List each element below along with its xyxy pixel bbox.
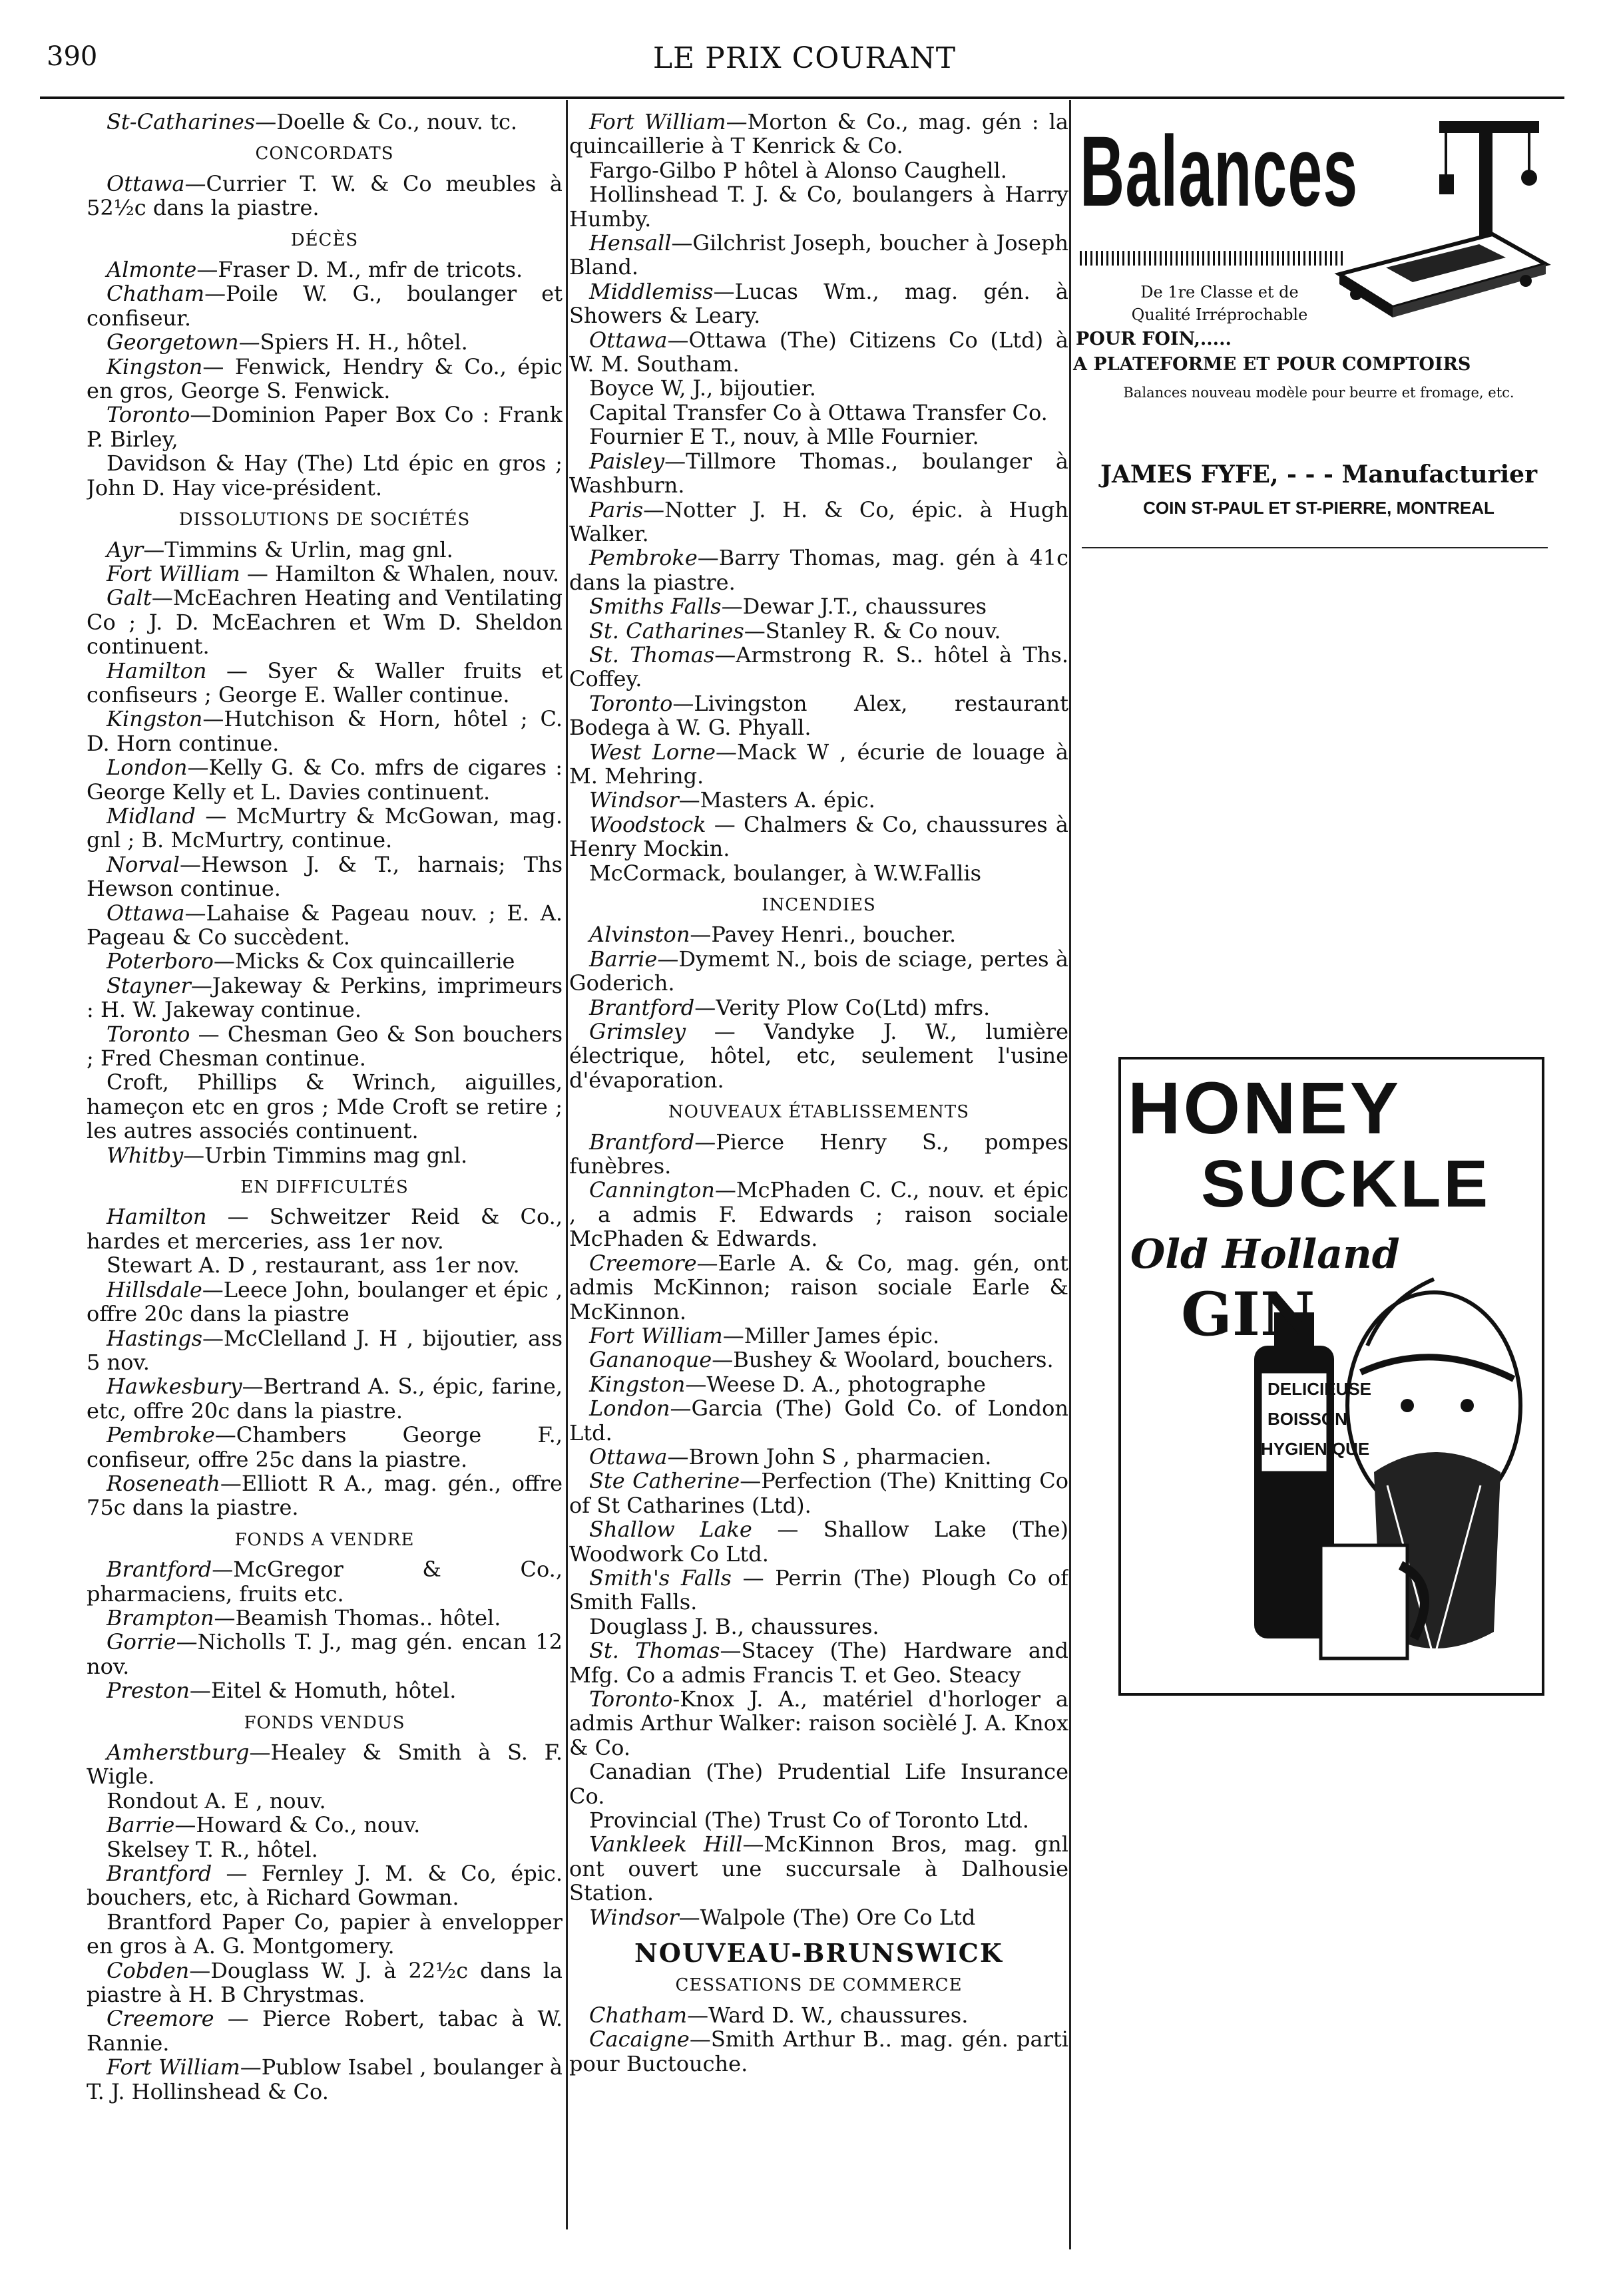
balances-brand: Balances: [1080, 115, 1359, 227]
entry-place: Fort William: [589, 1322, 723, 1348]
entry-text: —Barry Thomas, mag. gén à 41c dans la piastre.: [569, 545, 1068, 595]
page-title: LE PRIX COURANT: [652, 41, 957, 75]
entry-place: Toronto: [589, 1686, 673, 1712]
notice-entry: [569, 182, 1068, 231]
notice-entry: [87, 538, 563, 562]
entry-text: — Fenwick, Hendry & Co., épic en gros, George S. Fenwick.: [87, 353, 563, 404]
notice-entry: [569, 2003, 1068, 2027]
notice-entry: [569, 1615, 1068, 1638]
entry-text: —Gilchrist Joseph, boucher à Joseph Bland.: [569, 230, 1068, 280]
entry-place: Cacaigne: [589, 2026, 690, 2052]
entry-text: —Lucas Wm., mag. gén. à Showers & Leary.: [569, 278, 1068, 329]
notice-entry: [569, 1517, 1068, 1566]
entry-place: Whitby: [107, 1142, 184, 1168]
entry-text: —Masters A. épic.: [678, 787, 875, 813]
entry-text: —Elliott R A., mag. gén., offre 75c dans la piastre.: [87, 1470, 563, 1521]
decorative-ticks: [1080, 251, 1346, 266]
column-rule-left: [566, 100, 568, 2229]
notice-entry: [569, 449, 1068, 498]
notice-entry: [87, 562, 563, 586]
entry-text: —Bertrand A. S., épic, farine, etc, offre 20c dans la piastre.: [87, 1374, 563, 1424]
entry-place: Alvinston: [589, 922, 690, 948]
header-rule: [40, 96, 1564, 99]
entry-place: Fort William: [589, 110, 726, 134]
notice-entry: [569, 1445, 1068, 1469]
entry-place: Chatham: [589, 2002, 688, 2028]
entry-place: Vankleek Hill: [589, 1831, 743, 1857]
notice-entry: [87, 1606, 563, 1630]
notice-entry: [87, 1253, 563, 1277]
entry-place: Brantford: [589, 1129, 695, 1155]
entry-text: Fournier E T., nouv, à Mlle Fournier.: [589, 424, 979, 450]
entry-text: —Garcia (The) Gold Co. of London Ltd.: [569, 1396, 1068, 1445]
entry-place: Roseneath: [107, 1470, 220, 1496]
quality-line-2: Qualité Irréprochable: [1131, 305, 1308, 324]
section-heading: CONCORDATS: [255, 144, 394, 164]
notice-entry: [87, 451, 563, 500]
region-heading: NOUVEAU-BRUNSWICK: [634, 1938, 1003, 1969]
honey-line-1: HONEY: [1128, 1067, 1402, 1149]
entry-place: Windsor: [589, 1904, 679, 1930]
notice-entry: [569, 861, 1068, 885]
notice-entry: [569, 643, 1068, 691]
entry-text: Capital Transfer Co à Ottawa Transfer Co.: [589, 399, 1048, 425]
advertisement-rule: [1082, 547, 1548, 548]
notice-entry: [569, 158, 1068, 182]
entry-text: — Fernley J. M. & Co, épic. bouchers, etc, à Richard Gowman.: [87, 1861, 563, 1911]
notice-entry: [569, 1687, 1068, 1760]
entry-text: Skelsey T. R., hôtel.: [107, 1836, 318, 1862]
entry-text: —Timmins & Urlin, mag gnl.: [143, 536, 453, 562]
entry-place: Kingston: [589, 1371, 686, 1397]
entry-text: — Chesman Geo & Son bouchers ; Fred Chesman continue.: [87, 1021, 563, 1071]
notice-entry: [87, 110, 563, 134]
entry-text: —McClelland J. H , bijoutier, ass 5 nov.: [87, 1325, 563, 1375]
entry-place: Brantford: [107, 1557, 212, 1583]
notice-entry: [87, 1837, 563, 1861]
entry-place: Ottawa: [589, 327, 668, 353]
entry-place: Fort William: [107, 560, 240, 586]
entry-place: Hamilton: [107, 1204, 207, 1230]
entry-text: — Perrin (The) Plough Co of Smith Falls.: [569, 1565, 1068, 1615]
notice-entry: [569, 740, 1068, 789]
entry-text: —Doelle & Co., nouv. tc.: [255, 110, 518, 134]
notice-entry: [87, 1070, 563, 1143]
entry-place: Cobden: [107, 1957, 190, 1983]
notice-entry: [569, 1324, 1068, 1348]
notice-entry: [87, 1022, 563, 1071]
entry-place: Kingston: [107, 353, 203, 379]
entry-place: London: [107, 755, 188, 781]
entry-place: Smith's Falls: [589, 1565, 732, 1591]
entry-place: Windsor: [589, 787, 679, 813]
entry-text: —Stanley R. & Co nouv.: [744, 618, 1001, 644]
notice-entry: [87, 2055, 563, 2104]
notice-entry: [569, 1760, 1068, 1808]
entry-place: Hastings: [107, 1325, 203, 1351]
section-heading: FONDS A VENDRE: [234, 1529, 415, 1550]
entry-place: Hawkesbury: [107, 1374, 242, 1400]
entry-place: Smiths Falls: [589, 594, 722, 620]
notice-entry: [569, 996, 1068, 1020]
entry-place: Almonte: [107, 257, 197, 283]
entry-place: St-Catharines: [107, 110, 256, 134]
entry-text: —Armstrong R. S.. hôtel à Ths. Coffey.: [569, 642, 1068, 692]
honey-suckle-advertisement: [1118, 1057, 1544, 1696]
notice-entry: [87, 659, 563, 707]
honey-label-2: BOISSON: [1267, 1409, 1347, 1429]
balances-quality: [1086, 281, 1353, 326]
page-header: [0, 41, 1609, 81]
entry-place: London: [589, 1396, 670, 1422]
entry-place: Hamilton: [107, 658, 207, 683]
entry-place: Hillsdale: [107, 1276, 202, 1302]
honey-line-3: Old Holland: [1130, 1231, 1400, 1278]
quality-line-1: De 1re Classe et de: [1140, 283, 1299, 301]
section-heading: EN DIFFICULTÉS: [240, 1177, 409, 1198]
entry-text: Rondout A. E , nouv.: [107, 1788, 326, 1814]
notice-entry: [569, 1178, 1068, 1250]
notice-entry: [569, 1372, 1068, 1396]
notice-entry: [87, 949, 563, 973]
entry-text: McCormack, boulanger, à W.W.Fallis: [589, 860, 982, 886]
notice-entry: [569, 1638, 1068, 1687]
notice-entry: [569, 922, 1068, 946]
entry-text: —Hutchison & Horn, hôtel ; C. D. Horn continue.: [87, 706, 563, 756]
entry-place: Grimsley: [589, 1019, 686, 1045]
entry-text: —Ward D. W., chaussures.: [687, 2002, 969, 2028]
entry-text: —Lahaise & Pageau nouv. ; E. A. Pageau & Co succèdent.: [87, 900, 563, 950]
entry-place: Toronto: [107, 1021, 190, 1047]
entry-place: Kingston: [107, 706, 203, 732]
notice-entry: [87, 403, 563, 451]
entry-text: —Urbin Timmins mag gnl.: [183, 1142, 468, 1168]
section-heading: INCENDIES: [762, 895, 876, 915]
notice-entry: [569, 1808, 1068, 1832]
notice-entry: [87, 707, 563, 755]
notice-entry: [569, 1832, 1068, 1905]
notice-entry: [569, 1396, 1068, 1445]
entry-text: —Leece John, boulanger et épic , offre 20c dans la piastre: [87, 1276, 563, 1327]
entry-text: — Schweitzer Reid & Co., hardes et merceries, ass 1er nov.: [87, 1204, 563, 1254]
entry-text: Douglass J. B., chaussures.: [589, 1613, 879, 1639]
notice-entry: [87, 1557, 563, 1606]
entry-text: —Smith Arthur B.. mag. gén. parti pour Buctouche.: [569, 2026, 1068, 2076]
notice-entry: [569, 376, 1068, 400]
notice-entry: [87, 1813, 563, 1837]
entry-text: Davidson & Hay (The) Ltd épic en gros ; John D. Hay vice-président.: [87, 451, 563, 500]
entry-place: Cannington: [589, 1177, 715, 1203]
entry-text: —Weese D. A., photographe: [685, 1371, 986, 1397]
notice-entry: [87, 282, 563, 330]
platform-scale-illustration: [1326, 114, 1559, 321]
entry-place: Ottawa: [107, 170, 185, 196]
entry-text: —Dominion Paper Box Co : Frank P. Birley,: [87, 402, 563, 452]
notice-entry: [569, 2027, 1068, 2076]
notice-entry: [87, 586, 563, 658]
entry-text: —Tillmore Thomas., boulanger à Washburn.: [569, 448, 1068, 498]
entry-text: Brantford Paper Co, papier à envelopper en gros à A. G. Montgomery.: [87, 1909, 563, 1959]
entry-text: —Fraser D. M., mfr de tricots.: [196, 257, 523, 283]
entry-text: —Kelly G. & Co. mfrs de cigares : George Kelly et L. Davies continuent.: [87, 755, 563, 805]
entry-place: Paris: [589, 496, 644, 522]
entry-place: Gananoque: [589, 1347, 712, 1373]
notice-entry: [87, 1326, 563, 1375]
entry-place: Midland: [107, 803, 196, 829]
balances-address: COIN ST-PAUL ET ST-PIERRE, MONTREAL: [1143, 498, 1494, 518]
entry-text: —Morton & Co., mag. gén : la quincaillerie à T Kenrick & Co.: [569, 110, 1068, 159]
entry-text: Canadian (The) Prudential Life Insurance Co.: [569, 1759, 1068, 1809]
entry-place: Pembroke: [107, 1422, 215, 1448]
notice-entry: [87, 1740, 563, 1789]
notice-entry: [569, 1469, 1068, 1517]
column-2: [569, 110, 1068, 2253]
entry-text: —Chambers George F., confiseur, offre 25c dans la piastre.: [87, 1422, 563, 1472]
notice-entry: [569, 498, 1068, 546]
entry-place: Fort William: [107, 2054, 240, 2080]
notice-entry: [569, 1905, 1068, 1929]
entry-text: —Poile W. G., boulanger et confiseur.: [87, 281, 563, 331]
notice-entry: [87, 1423, 563, 1471]
section-heading: FONDS VENDUS: [244, 1712, 405, 1733]
notice-entry: [87, 1374, 563, 1423]
notice-entry: [87, 1910, 563, 1959]
entry-place: St. Catharines: [589, 618, 744, 644]
entry-place: Ottawa: [107, 900, 185, 926]
entry-text: —McKinnon Bros, mag. gnl ont ouvert une succursale à Dalhousie Station.: [569, 1831, 1068, 1906]
entry-place: Creemore: [589, 1250, 697, 1276]
entry-text: —McPhaden C. C., nouv. et épic , a admis F. Edwards ; raison sociale McPhaden & Edwards.: [569, 1177, 1068, 1252]
entry-place: Brampton: [107, 1605, 214, 1630]
balances-maker: JAMES FYFE, - - - Manufacturier: [1100, 461, 1538, 488]
entry-text: —Dymemt N., bois de sciage, pertes à Goderich.: [569, 946, 1068, 996]
notice-entry: [569, 594, 1068, 618]
entry-text: Croft, Phillips & Wrinch, aiguilles, hameçon etc en gros ; Mde Croft se retire ; les autres associés continuent.: [87, 1069, 563, 1144]
entry-place: Paisley: [589, 448, 665, 474]
notice-entry: [87, 2007, 563, 2055]
entry-text: —Jakeway & Perkins, imprimeurs : H. W. Jakeway continue.: [87, 972, 563, 1023]
entry-text: — Pierce Robert, tabac à W. Rannie.: [87, 2006, 563, 2056]
entry-text: —Notter J. H. & Co, épic. à Hugh Walker.: [569, 496, 1068, 546]
section-heading: NOUVEAUX ÉTABLISSEMENTS: [668, 1102, 970, 1123]
notice-entry: [87, 1143, 563, 1167]
entry-place: Ayr: [107, 536, 144, 562]
notice-entry: [569, 401, 1068, 425]
entry-place: Brantford: [589, 994, 695, 1020]
notice-entry: [569, 328, 1068, 377]
entry-text: —Nicholls T. J., mag gén. encan 12 nov.: [87, 1629, 563, 1679]
notice-entry: [87, 1789, 563, 1813]
notice-entry: [87, 1630, 563, 1678]
notice-entry: [569, 1348, 1068, 1372]
entry-place: Gorrie: [107, 1629, 176, 1655]
balances-small-print: Balances nouveau modèle pour beurre et fromage, etc.: [1123, 385, 1514, 401]
notice-entry: [87, 1278, 563, 1326]
entry-text: —Ottawa (The) Citizens Co (Ltd) à W. M. Southam.: [569, 327, 1068, 377]
entry-place: Creemore: [107, 2006, 214, 2032]
entry-text: -Knox J. A., matériel d'horloger a admis Arthur Walker: raison socièlé J. A. Knox & Co.: [569, 1686, 1068, 1760]
entry-text: —Pavey Henri., boucher.: [690, 922, 957, 948]
honey-label-1: DELICIEUSE: [1267, 1379, 1372, 1399]
notice-entry: [569, 813, 1068, 861]
notice-entry: [87, 355, 563, 403]
notice-entry: [569, 1130, 1068, 1179]
notice-entry: [569, 231, 1068, 280]
entry-place: St. Thomas: [589, 1638, 720, 1664]
entry-place: Toronto: [107, 402, 190, 428]
entry-place: Preston: [107, 1678, 190, 1704]
entry-text: —Walpole (The) Ore Co Ltd: [678, 1904, 976, 1930]
entry-text: —Perfection (The) Knitting Co of St Catharines (Ltd).: [569, 1468, 1068, 1518]
entry-text: —Livingston Alex, restaurant Bodega à W. G. Phyall.: [569, 690, 1068, 741]
entry-text: Hollinshead T. J. & Co, boulangers à Harry Humby.: [569, 182, 1068, 232]
entry-text: —McGregor & Co., pharmaciens, fruits etc.: [87, 1557, 563, 1607]
entry-place: Brantford: [107, 1861, 212, 1887]
entry-text: Boyce W, J., bijoutier.: [589, 375, 816, 401]
entry-text: —Beamish Thomas.. hôtel.: [214, 1605, 501, 1630]
entry-place: Poterboro: [107, 948, 214, 974]
entry-place: Shallow Lake: [589, 1517, 752, 1543]
entry-place: Pembroke: [589, 545, 698, 571]
entry-text: —Currier T. W. & Co meubles à 52½c dans la piastre.: [87, 170, 563, 221]
honey-label-3: HYGIENIQUE: [1261, 1439, 1370, 1459]
entry-text: — Shallow Lake (The) Woodwork Co Ltd.: [569, 1517, 1068, 1567]
notice-entry: [569, 1020, 1068, 1092]
notice-entry: [87, 853, 563, 901]
entry-place: Ste Catherine: [589, 1468, 740, 1494]
notice-entry: [87, 1205, 563, 1253]
entry-text: —Spiers H. H., hôtel.: [238, 329, 468, 355]
entry-text: —Brown John S , pharmacien.: [667, 1443, 992, 1469]
honey-line-4: GIN: [1181, 1279, 1315, 1350]
entry-text: —Hewson J. & T., harnais; Ths Hewson continue.: [87, 851, 563, 902]
entry-place: Barrie: [107, 1812, 175, 1838]
notice-entry: [569, 425, 1068, 449]
notice-entry: [569, 546, 1068, 594]
entry-place: Toronto: [589, 690, 673, 716]
balances-advertisement: [1073, 114, 1564, 594]
notice-entry: [87, 258, 563, 282]
entry-text: Fargo-Gilbo P hôtel à Alonso Caughell.: [589, 157, 1007, 183]
notice-entry: [569, 619, 1068, 643]
entry-place: Galt: [107, 585, 152, 611]
entry-place: Ottawa: [589, 1443, 668, 1469]
notice-entry: [87, 1678, 563, 1702]
honey-line-2: SUCKLE: [1201, 1147, 1491, 1221]
entry-text: —Earle A. & Co, mag. gén, ont admis McKinnon; raison sociale Earle & McKinnon.: [569, 1250, 1068, 1324]
notice-entry: [569, 691, 1068, 740]
balances-platform-line: A PLATEFORME ET POUR COMPTOIRS: [1073, 354, 1471, 375]
notice-entry: [569, 280, 1068, 328]
entry-text: —Mack W , écurie de louage à M. Mehring.: [569, 739, 1068, 789]
entry-text: —Healey & Smith à S. F. Wigle.: [87, 1740, 563, 1790]
entry-text: —Douglass W. J. à 22½c dans la piastre à H. B Chrystmas.: [87, 1957, 563, 2008]
entry-text: — Chalmers & Co, chaussures à Henry Mockin.: [569, 811, 1068, 862]
entry-place: Stayner: [107, 972, 191, 998]
balances-hay-line: POUR FOIN,.....: [1076, 329, 1232, 349]
section-heading: CESSATIONS DE COMMERCE: [675, 1975, 963, 1996]
notice-entry: [569, 788, 1068, 812]
notice-entry: [87, 172, 563, 220]
entry-text: —Eitel & Homuth, hôtel.: [189, 1678, 457, 1704]
notice-entry: [87, 974, 563, 1022]
entry-place: Hensall: [589, 230, 672, 256]
entry-text: —Howard & Co., nouv.: [174, 1812, 421, 1838]
entry-text: —Dewar J.T., chaussures: [721, 594, 987, 620]
notice-entry: [87, 1959, 563, 2007]
entry-text: Provincial (The) Trust Co of Toronto Ltd.: [589, 1808, 1029, 1833]
notice-entry: [569, 1251, 1068, 1324]
notice-entry: [569, 1566, 1068, 1615]
entry-text: — Syer & Waller fruits et confiseurs ; George E. Waller continue.: [87, 658, 563, 707]
notice-entry: [87, 1471, 563, 1520]
entry-text: —Micks & Cox quincaillerie: [213, 948, 515, 974]
entry-text: —Verity Plow Co(Ltd) mfrs.: [694, 994, 991, 1020]
notice-entry: [87, 804, 563, 853]
entry-place: Barrie: [589, 946, 658, 972]
entry-place: Amherstburg: [107, 1740, 250, 1765]
entry-text: —Publow Isabel , boulanger à T. J. Hollinshead & Co.: [87, 2054, 563, 2104]
entry-place: Chatham: [107, 281, 205, 307]
entry-place: Norval: [107, 851, 180, 877]
notice-entry: [569, 947, 1068, 996]
entry-place: St. Thomas: [589, 642, 715, 668]
entry-text: —Stacey (The) Hardware and Mfg. Co a admis Francis T. et Geo. Steacy: [569, 1638, 1068, 1688]
notice-entry: [87, 330, 563, 354]
entry-place: Woodstock: [589, 811, 706, 837]
entry-text: Stewart A. D , restaurant, ass 1er nov.: [107, 1252, 520, 1278]
entry-text: — Vandyke J. W., lumière électrique, hôtel, etc, seulement l'usine d'évaporation.: [569, 1019, 1068, 1093]
column-1: [87, 110, 563, 2233]
page-number: 390: [47, 41, 98, 72]
notice-entry: [87, 1861, 563, 1910]
entry-text: — McMurtry & McGowan, mag. gnl ; B. McMurtry, continue.: [87, 803, 563, 853]
notice-entry: [569, 110, 1068, 158]
section-heading: DISSOLUTIONS DE SOCIÉTÉS: [178, 510, 471, 530]
entry-text: —Miller James épic.: [722, 1322, 940, 1348]
entry-text: — Hamilton & Whalen, nouv.: [240, 560, 560, 586]
entry-place: West Lorne: [589, 739, 716, 765]
entry-text: —Pierce Henry S., pompes funèbres.: [569, 1129, 1068, 1179]
section-heading: DÉCÈS: [290, 230, 359, 250]
notice-entry: [87, 755, 563, 804]
column-rule-right: [1069, 100, 1071, 2249]
entry-place: Middlemiss: [589, 278, 714, 304]
entry-place: Georgetown: [107, 329, 239, 355]
notice-entry: [87, 901, 563, 950]
entry-text: —Bushey & Woolard, bouchers.: [712, 1347, 1054, 1373]
entry-text: —McEachren Heating and Ventilating Co ; J. D. McEachren et Wm D. Sheldon continuent.: [87, 585, 563, 660]
